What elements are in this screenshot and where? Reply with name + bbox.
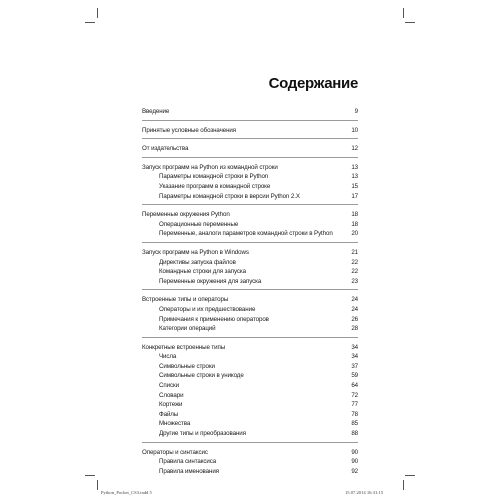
toc-entry-title: Числа (159, 353, 177, 361)
toc-entry-page: 34 (351, 343, 358, 351)
toc-entry-page: 64 (351, 382, 358, 390)
toc-entry-title: Другие типы и преобразования (159, 430, 246, 438)
toc-entry-page: 22 (351, 268, 358, 276)
toc-subentry[interactable] (142, 381, 358, 391)
toc-subentry[interactable] (142, 277, 358, 287)
crop-mark (403, 8, 404, 18)
toc-entry[interactable] (142, 295, 358, 305)
toc-section (142, 106, 358, 121)
toc-entry[interactable] (142, 144, 358, 154)
slug-file: Python_Pocket_CS3.indd 5 (101, 490, 152, 495)
toc-subentry[interactable] (142, 352, 358, 362)
toc-entry[interactable] (142, 248, 358, 258)
toc-entry-title: Параметры командной строки в версии Python 2.X (159, 192, 300, 200)
toc-entry-title: Кортежи (159, 401, 183, 409)
table-of-contents (142, 106, 358, 483)
toc-entry-page: 85 (351, 420, 358, 428)
toc-entry[interactable] (142, 163, 358, 173)
toc-subentry[interactable] (142, 362, 358, 372)
toc-entry[interactable] (142, 343, 358, 353)
toc-subentry[interactable] (142, 371, 358, 381)
toc-entry-title: Введение (142, 108, 170, 115)
crop-mark (97, 480, 98, 490)
toc-entry-title: Правила именования (159, 467, 219, 475)
toc-entry[interactable] (142, 126, 358, 136)
toc-entry-title: Директивы запуска файлов (159, 258, 236, 266)
toc-subentry[interactable] (142, 400, 358, 410)
crop-mark (403, 480, 404, 490)
toc-entry-title: Множества (159, 420, 191, 428)
toc-entry-title: Переменные окружения Python (142, 211, 230, 219)
toc-entry-page: 59 (351, 372, 358, 380)
toc-entry-title: Командные строки для запуска (159, 268, 247, 276)
toc-entry-title: Переменные, аналоги параметров командной строки в Python (159, 230, 333, 238)
toc-entry-page: 13 (351, 163, 358, 171)
toc-subentry[interactable] (142, 457, 358, 467)
toc-entry[interactable] (142, 107, 358, 117)
toc-entry[interactable] (142, 448, 358, 458)
crop-mark (85, 22, 95, 23)
toc-entry-page: 88 (351, 430, 358, 438)
crop-mark (405, 475, 415, 476)
toc-section (142, 342, 358, 443)
toc-subentry[interactable] (142, 258, 358, 268)
toc-subentry[interactable] (142, 467, 358, 477)
toc-entry-title: Списки (159, 382, 179, 390)
toc-entry-title: Категории операций (159, 325, 216, 333)
toc-entry-title: Символьные строки (159, 362, 215, 370)
toc-entry-title: Операционные переменные (159, 220, 239, 228)
toc-entry-page: 26 (351, 315, 358, 323)
toc-entry-title: Файлы (159, 410, 179, 418)
crop-mark (97, 8, 98, 18)
toc-entry-page: 28 (351, 325, 358, 333)
toc-entry-title: Словари (159, 391, 184, 399)
toc-entry-title: Запуск программ на Python из командной строки (142, 163, 278, 171)
toc-entry-page: 15 (351, 182, 358, 190)
toc-subentry[interactable] (142, 419, 358, 429)
toc-entry-page: 78 (351, 410, 358, 418)
toc-entry-page: 34 (351, 353, 358, 361)
toc-subentry[interactable] (142, 182, 358, 192)
toc-entry-page: 18 (351, 220, 358, 228)
toc-section (142, 125, 358, 140)
toc-entry-page: 77 (351, 401, 358, 409)
toc-entry[interactable] (142, 210, 358, 220)
toc-entry-page: 90 (351, 448, 358, 456)
toc-subentry[interactable] (142, 267, 358, 277)
toc-entry-page: 22 (351, 258, 358, 266)
toc-entry-page: 90 (351, 458, 358, 466)
toc-entry-page: 12 (351, 145, 358, 153)
toc-subentry[interactable] (142, 391, 358, 401)
slug-datetime: 15.07.2014 16:31:15 (345, 490, 384, 495)
toc-entry-title: Принятые условные обозначения (142, 126, 237, 134)
toc-subentry[interactable] (142, 192, 358, 202)
toc-entry-page: 24 (351, 305, 358, 313)
toc-entry-page: 24 (351, 296, 358, 304)
toc-entry-page: 37 (351, 362, 358, 370)
toc-entry-title: Примечания к применению операторов (159, 315, 269, 323)
toc-entry-page: 9 (354, 108, 358, 115)
toc-entry-page: 92 (351, 467, 358, 475)
toc-subentry[interactable] (142, 410, 358, 420)
toc-entry-title: Встроенные типы и операторы (142, 296, 229, 304)
toc-entry-title: От издательства (142, 145, 189, 153)
toc-entry-page: 20 (351, 230, 358, 238)
toc-entry-page: 18 (351, 211, 358, 219)
toc-subentry[interactable] (142, 429, 358, 439)
toc-subentry[interactable] (142, 305, 358, 315)
toc-entry-page: 17 (351, 192, 358, 200)
toc-section (142, 247, 358, 290)
crop-mark (85, 475, 95, 476)
toc-entry-title: Символьные строки в уникоде (159, 372, 244, 380)
toc-entry-page: 72 (351, 391, 358, 399)
toc-entry-page: 21 (351, 248, 358, 256)
toc-section (142, 447, 358, 480)
toc-entry-title: Операторы и их предшествование (159, 305, 256, 313)
toc-entry-page: 13 (351, 173, 358, 181)
toc-entry-title: Запуск программ на Python в Windows (142, 248, 249, 256)
toc-subentry[interactable] (142, 220, 358, 230)
crop-mark (405, 22, 415, 23)
page-title: Содержание (268, 75, 358, 92)
toc-subentry[interactable] (142, 229, 358, 239)
toc-entry-title: Переменные окружения для запуска (159, 277, 262, 285)
toc-section (142, 162, 358, 205)
toc-entry-title: Конкретные встроенные типы (142, 343, 226, 351)
toc-entry-title: Правила синтаксиса (159, 458, 217, 466)
toc-entry-title: Параметры командной строки в Python (159, 173, 269, 181)
toc-entry-page: 10 (351, 126, 358, 134)
toc-entry-title: Указание программ в командной строке (159, 182, 271, 190)
toc-entry-title: Операторы и синтаксис (142, 448, 208, 456)
toc-subentry[interactable] (142, 315, 358, 325)
toc-section (142, 294, 358, 337)
toc-subentry[interactable] (142, 172, 358, 182)
toc-section (142, 143, 358, 158)
toc-subentry[interactable] (142, 324, 358, 334)
toc-section (142, 209, 358, 243)
toc-entry-page: 23 (351, 277, 358, 285)
